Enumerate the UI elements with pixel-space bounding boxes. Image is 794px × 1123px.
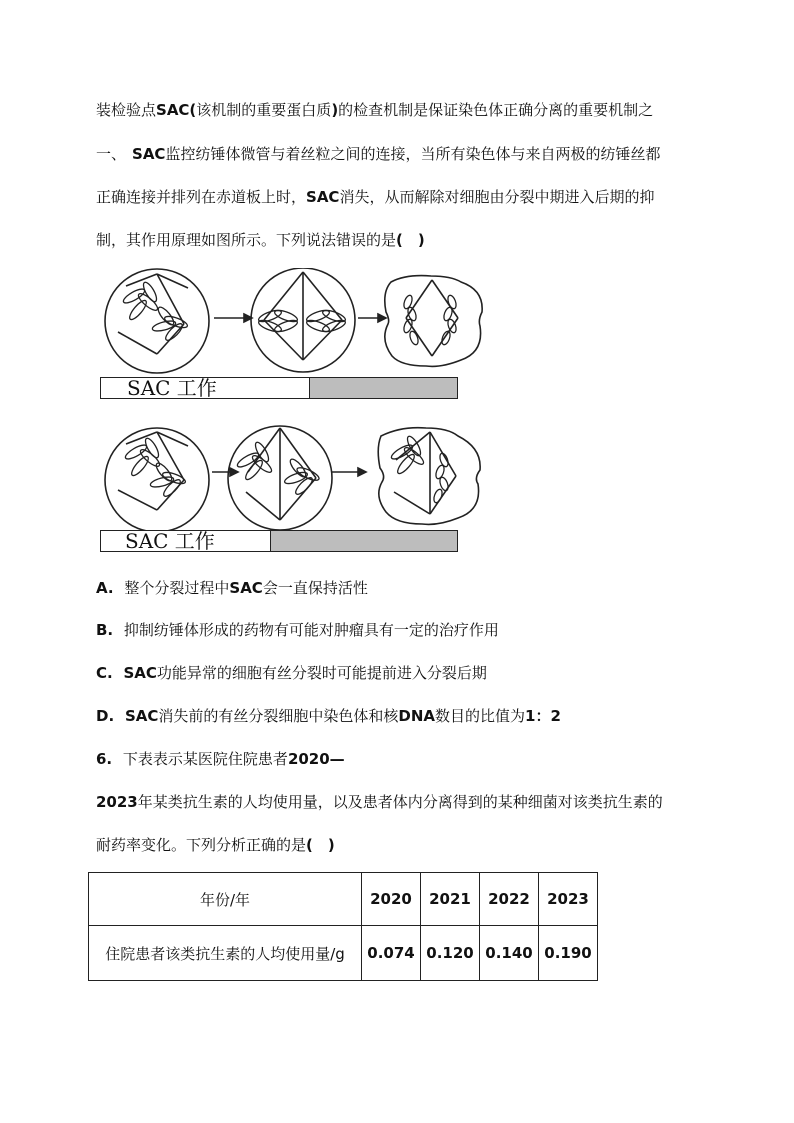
table-row [89, 926, 598, 981]
text: 的检查机制是保证染色体正确分离的重要机制之 [338, 101, 654, 119]
sac-work-label: SAC 工作 [101, 378, 310, 398]
table-cell: 0.074 [362, 926, 421, 981]
table-header-cell: 2021 [421, 873, 480, 926]
text: SAC [229, 579, 263, 597]
table-header-row [89, 873, 598, 926]
intro-line-4 [96, 230, 425, 250]
text: 功能异常的细胞有丝分裂时可能提前进入分裂后期 [156, 664, 487, 682]
option-letter: B. [96, 621, 114, 639]
text: 监控纺锤体微管与着丝粒之间的连接，当所有染色体与来自两极的纺锤丝都 [165, 145, 661, 163]
sac-inactive-segment [310, 378, 457, 398]
text: ( ) [396, 231, 425, 249]
text: 2023 [96, 793, 138, 811]
text: 会一直保持活性 [262, 579, 368, 597]
option-a[interactable] [96, 578, 368, 598]
intro-line-1 [96, 100, 653, 120]
text: 年某类抗生素的人均使用量，以及患者体内分离得到的某种细菌对该类抗生素的 [137, 793, 663, 811]
option-letter: A. [96, 579, 114, 597]
sac-inactive-segment [271, 531, 457, 551]
question-number: 6. [96, 750, 113, 768]
text: ( ) [306, 836, 335, 854]
text: 数目的比值为 [435, 707, 526, 725]
intro-line-3 [96, 187, 654, 207]
q6-line-3 [96, 835, 335, 855]
text: 制，其作用原理如图所示。下列说法错误的是 [96, 231, 397, 249]
intro-line-2 [96, 144, 660, 164]
option-letter: D. [96, 707, 115, 725]
antibiotic-table [88, 872, 598, 981]
option-letter: C. [96, 664, 113, 682]
option-c[interactable] [96, 663, 487, 683]
text: SAC [306, 188, 340, 206]
table-header-cell: 2023 [539, 873, 598, 926]
table-header-cell: 年份/年 [89, 873, 362, 926]
text: 抑制纺锤体形成的药物有可能对肿瘤具有一定的治疗作用 [123, 621, 499, 639]
sac-work-label: SAC 工作 [101, 531, 271, 551]
sac-status-bar-abnormal [100, 530, 458, 552]
option-b[interactable] [96, 620, 499, 640]
text: 2020— [287, 750, 345, 768]
text: 下表表示某医院住院患者 [122, 750, 288, 768]
text: 正确连接并排列在赤道板上时， [96, 188, 307, 206]
text: 装检验点 [96, 101, 157, 119]
text: 耐药率变化。下列分析正确的是 [96, 836, 307, 854]
text: SAC [132, 145, 166, 163]
text: DNA [398, 707, 435, 725]
q6-line-1 [96, 749, 345, 769]
text: 消失，从而解除对细胞由分裂中期进入后期的抑 [339, 188, 655, 206]
text: 整个分裂过程中 [124, 579, 230, 597]
mitosis-diagram-normal [96, 268, 496, 378]
option-d[interactable] [96, 706, 561, 726]
text: 1：2 [525, 707, 561, 725]
table-cell: 0.120 [421, 926, 480, 981]
table-cell: 0.190 [539, 926, 598, 981]
table-header-cell: 2020 [362, 873, 421, 926]
text: SAC( [156, 101, 197, 119]
q6-line-2 [96, 792, 663, 812]
text: SAC [123, 664, 157, 682]
text: 一、 [96, 145, 127, 163]
text: 消失前的有丝分裂细胞中染色体和核 [158, 707, 399, 725]
text: ) [331, 101, 339, 119]
text: SAC [124, 707, 159, 725]
sac-status-bar-normal [100, 377, 458, 399]
table-cell: 住院患者该类抗生素的人均使用量/g [89, 926, 362, 981]
table-header-cell: 2022 [480, 873, 539, 926]
table-cell: 0.140 [480, 926, 539, 981]
text: 该机制的重要蛋白质 [196, 101, 332, 119]
mitosis-diagram-abnormal [96, 420, 496, 532]
